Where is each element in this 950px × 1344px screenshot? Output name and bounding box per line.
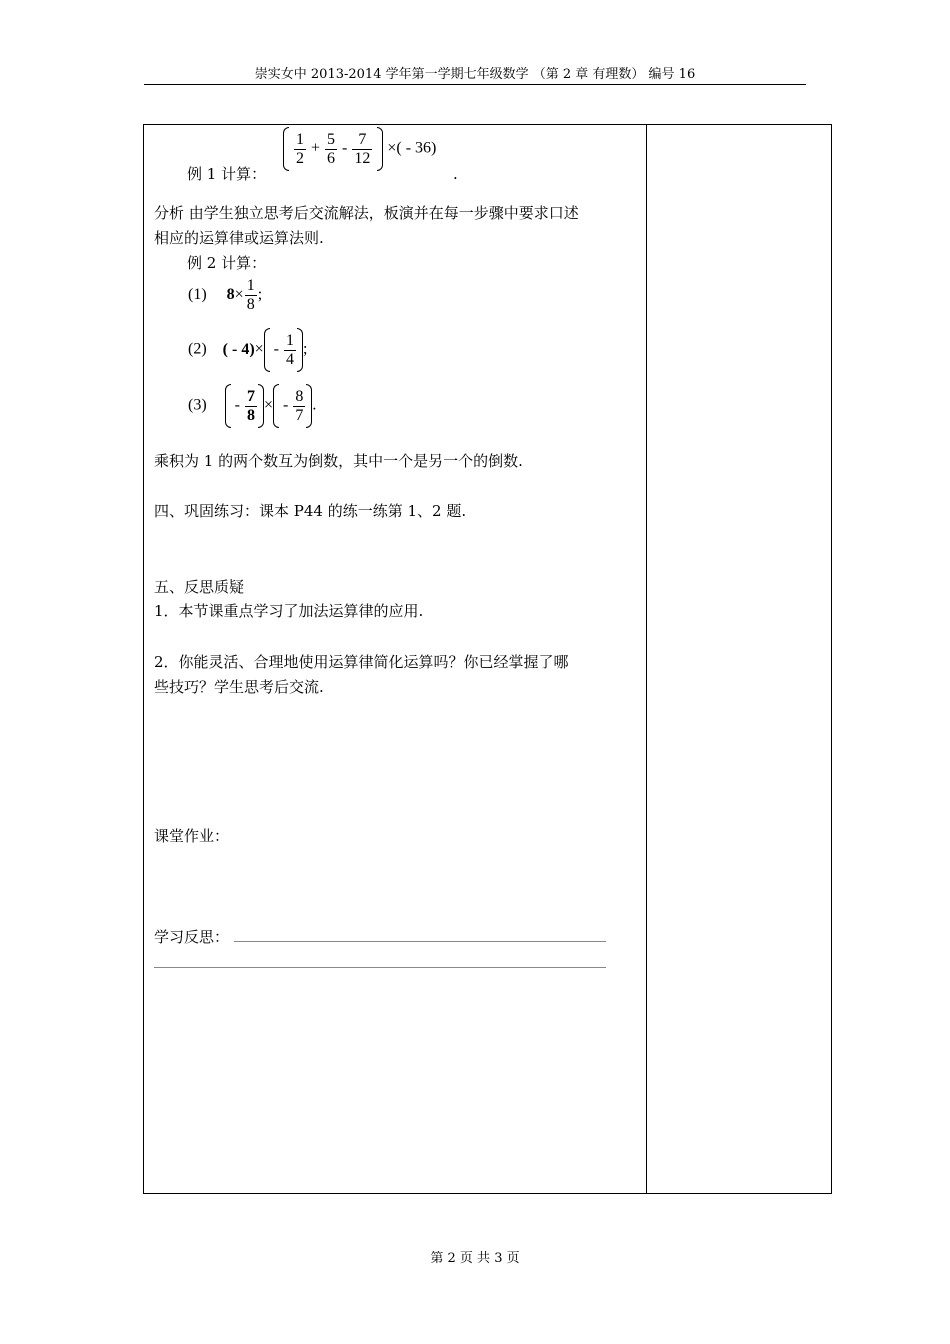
fraction: $\frac{1}{2}$: [296, 130, 304, 167]
left-paren: [264, 328, 270, 372]
example1-label: 例 1 计算：: [187, 165, 267, 183]
answer-line: [154, 967, 606, 968]
example2-problem3: (3) - $\frac{7}{8}$ × - $\frac{8}{7}$ .: [188, 384, 316, 428]
fraction: $\frac{7}{8}$: [246, 387, 255, 424]
fraction: $\frac{5}{6}$: [327, 130, 336, 167]
column-divider: [646, 125, 647, 1193]
fraction: $\frac{1}{4}$: [286, 331, 294, 368]
reciprocal-definition: 乘积为 1 的两个数互为倒数，其中一个是另一个的倒数.: [154, 452, 523, 470]
example2-label: 例 2 计算：: [187, 254, 267, 272]
analysis-line1: 分析 由学生独立思考后交流解法，板演并在每一步骤中要求口述: [154, 204, 579, 222]
practice-section: 四、巩固练习：课本 P44 的练一练第 1、2 题.: [154, 502, 467, 520]
fraction: $\frac{7}{12}$: [354, 130, 371, 167]
reflection-item2-line1: 2．你能灵活、合理地使用运算律简化运算吗？你已经掌握了哪: [154, 653, 569, 671]
page-header: [144, 66, 806, 85]
analysis-line2: 相应的运算律或运算法则.: [154, 229, 324, 247]
header-text: 崇实女中 2013-2014 学年第一学期七年级数学 （第 2 章 有理数） 编号 16: [254, 67, 696, 82]
left-paren: [225, 384, 231, 428]
answer-line: [234, 941, 606, 942]
example1-formula: [283, 127, 436, 171]
fraction: $\frac{1}{8}$: [246, 277, 255, 313]
example2-problem1: (1) 8× $\frac{1}{8}$ ;: [188, 277, 263, 313]
lesson-table: [143, 124, 832, 1194]
right-paren: [377, 127, 383, 171]
minus-sign: -: [342, 139, 348, 157]
example1-period: .: [453, 165, 458, 183]
plus-sign: +: [311, 139, 321, 157]
fraction: $\frac{8}{7}$: [295, 387, 304, 424]
reflection-item2-line2: 些技巧？学生思考后交流.: [154, 678, 324, 696]
reflection-item1: 1．本节课重点学习了加法运算律的应用.: [154, 602, 424, 620]
example2-problem2: (2) ( - 4)× - $\frac{1}{4}$ ;: [188, 328, 307, 372]
reflection-title: 五、反思质疑: [154, 578, 245, 596]
left-paren: [283, 127, 289, 171]
page-footer: 第 2 页 共 3 页: [430, 1251, 520, 1266]
left-paren: [273, 384, 279, 428]
study-reflection-label: 学习反思：: [154, 928, 230, 946]
homework-label: 课堂作业：: [154, 827, 230, 845]
multiplier: ×( - 36): [387, 139, 437, 157]
